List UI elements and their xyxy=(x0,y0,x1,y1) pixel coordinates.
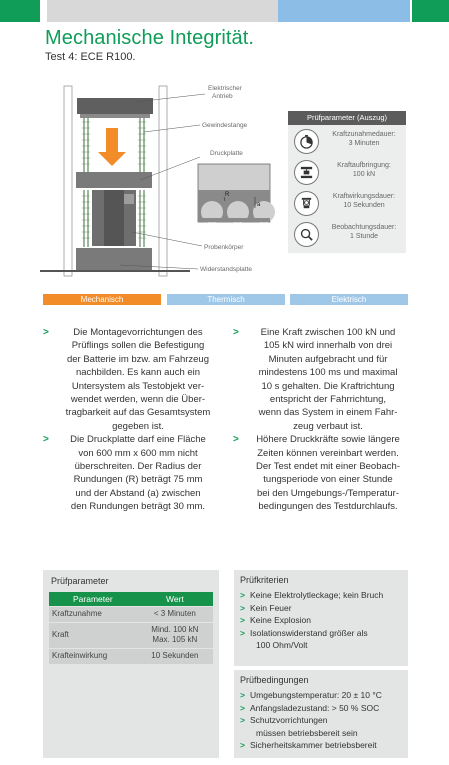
param-panel-title: Prüfparameter (Auszug) xyxy=(288,111,406,125)
body-column-right xyxy=(233,326,411,514)
text-line: 105 kN wird innerhalb von drei xyxy=(263,340,393,352)
list-item xyxy=(240,589,406,602)
pruefbedingungen-box xyxy=(234,670,408,758)
chevron-right-icon: > xyxy=(233,327,239,338)
param-value: 1 Stunde xyxy=(349,233,379,240)
list-item-text: Kein Feuer xyxy=(250,602,292,613)
text-line: mindestens 100 ms und maximal xyxy=(258,367,398,379)
table-cell: < 3 Minuten xyxy=(137,606,213,622)
text-line: nachbilden. Es kann auch ein xyxy=(75,367,201,379)
table-cell: 10 Sekunden xyxy=(137,648,213,664)
label-antrieb-2: Antrieb xyxy=(212,93,233,100)
list-item-text: Keine Elektrolytleckage; kein Bruch xyxy=(250,590,384,600)
text-line: bedingungen des Testdurchlaufs. xyxy=(258,501,398,513)
table-row xyxy=(49,622,213,648)
pruefbedingungen-title: Prüfbedingungen xyxy=(240,675,309,685)
list-item xyxy=(240,689,406,702)
param-value: 10 Sekunden xyxy=(343,202,385,209)
list-item xyxy=(240,602,406,615)
label-a: a xyxy=(257,202,261,208)
pruefparameter-box xyxy=(43,570,219,758)
stopwatch-icon xyxy=(294,129,319,154)
magnifier-icon xyxy=(294,222,319,247)
label-gewindestange: Gewindestange xyxy=(202,122,248,129)
top-bar-green-right xyxy=(412,0,449,22)
top-bar-blue xyxy=(278,0,410,22)
label-druckplatte: Druckplatte xyxy=(210,150,243,157)
chevron-right-icon: > xyxy=(240,702,245,713)
table-cell: Kraft xyxy=(49,622,137,648)
force-arrow-icon xyxy=(98,128,126,166)
chevron-right-icon: > xyxy=(43,327,49,338)
text-line: Der Test endet mit einer Beobach- xyxy=(256,461,400,473)
text-line: Minuten aufgebracht und für xyxy=(268,353,388,365)
text-line: gegeben ist. xyxy=(112,420,164,432)
text-line: tragbarkeit auf das Gesamtsystem xyxy=(65,407,211,419)
table-cell: Kraftzunahme xyxy=(49,606,137,622)
page-title: Mechanische Integrität. xyxy=(45,27,255,49)
table-row xyxy=(49,606,213,622)
list-item xyxy=(240,702,406,715)
param-item-beobachtungsdauer xyxy=(292,221,404,248)
body-column-left xyxy=(43,326,221,514)
column-header: Wert xyxy=(137,592,213,606)
force-time-icon xyxy=(294,191,319,216)
text-line: Untersystem als Testobjekt ver- xyxy=(71,380,205,392)
text-line: entspricht der Fahrrichtung, xyxy=(269,394,387,406)
text-line: Die Druckplatte darf eine Fläche xyxy=(70,434,206,446)
chevron-right-icon: > xyxy=(240,715,245,726)
chevron-right-icon: > xyxy=(240,602,245,613)
list-item-text: Keine Explosion xyxy=(250,615,311,626)
chevron-right-icon: > xyxy=(240,615,245,626)
pruefparameter-table xyxy=(49,592,213,664)
tab-thermisch[interactable]: Thermisch xyxy=(167,294,285,305)
table-row xyxy=(49,648,213,664)
chevron-right-icon: > xyxy=(233,434,239,446)
param-item-kraftwirkungsdauer xyxy=(292,190,404,217)
text-line: Prüflings sollen die Befestigung xyxy=(71,340,205,352)
text-line: und der Abstand (a) zwischen xyxy=(75,487,201,499)
top-bar-green-left xyxy=(0,0,40,22)
list-item-text: Sicherheitskammer betriebsbereit xyxy=(250,740,377,751)
text-line: der Batterie im bzw. am Fahrzeug xyxy=(66,353,210,365)
chevron-right-icon: > xyxy=(43,434,49,446)
text-line: Rundungen (R) beträgt 75 mm xyxy=(73,474,203,486)
param-value: 3 Minuten xyxy=(348,140,380,147)
list-item-text: Isolationswiderstand größer als xyxy=(250,627,368,638)
list-item-subtext: 100 Ohm/Volt xyxy=(256,640,308,651)
list-item xyxy=(240,714,406,739)
column-header: Parameter xyxy=(49,592,137,606)
chevron-right-icon: > xyxy=(240,690,245,700)
tab-mechanisch[interactable]: Mechanisch xyxy=(43,294,161,305)
param-label: Kraftzunahmedauer: xyxy=(332,131,396,138)
param-item-kraftaufbringung xyxy=(292,159,404,186)
text-line: bei den Umgebungs-/Temperatur- xyxy=(256,487,400,499)
text-line: 10 s gehalten. Die Kraftrichtung xyxy=(261,380,395,392)
body-paragraph xyxy=(233,326,411,433)
param-item-kraftzunahmedauer xyxy=(292,128,404,155)
table-cell xyxy=(137,622,213,648)
value-line: Mind. 100 kN xyxy=(151,625,199,634)
body-paragraph xyxy=(43,326,221,433)
druckplatte-detail-inset xyxy=(198,164,275,223)
text-line: wendet werden, wenn die Über- xyxy=(70,394,206,406)
pruefkriterien-box xyxy=(234,570,408,666)
text-line: wenn das System in einem Fahr- xyxy=(258,407,398,419)
pruefkriterien-list xyxy=(240,589,406,652)
tab-elektrisch[interactable]: Elektrisch xyxy=(290,294,408,305)
press-icon xyxy=(294,160,319,185)
param-summary-panel xyxy=(288,111,406,253)
chevron-right-icon: > xyxy=(240,590,245,600)
list-item-text: Umgebungstemperatur: 20 ± 10 °C xyxy=(250,690,382,700)
label-antrieb-1: Elektrischer xyxy=(208,85,242,92)
param-label: Beobachtungsdauer: xyxy=(331,224,397,231)
pruefparameter-title: Prüfparameter xyxy=(51,576,109,586)
body-paragraph xyxy=(233,433,411,513)
list-item xyxy=(240,739,406,752)
test-rig-illustration xyxy=(40,72,290,282)
list-item-text: Schutzvorrichtungen xyxy=(250,715,328,726)
list-item xyxy=(240,627,406,652)
pruefkriterien-title: Prüfkriterien xyxy=(240,575,289,585)
text-line: Höhere Druckkräfte sowie längere xyxy=(256,434,400,446)
table-cell: Krafteinwirkung xyxy=(49,648,137,664)
top-bar-gray xyxy=(47,0,278,22)
text-line: Die Montagevorrichtungen des xyxy=(73,327,203,338)
text-line: Zeiten können vereinbart werden. xyxy=(257,447,399,459)
text-line: von 600 mm x 600 mm nicht xyxy=(78,447,198,459)
list-item xyxy=(240,614,406,627)
param-label: Kraftaufbringung: xyxy=(337,162,391,169)
body-paragraph xyxy=(43,433,221,513)
list-item-text: Anfangsladezustand: > 50 % SOC xyxy=(250,702,380,713)
text-line: den Rundungen beträgt 30 mm. xyxy=(70,501,206,513)
label-probenkoerper: Probenkörper xyxy=(204,244,244,251)
value-line: Max. 105 kN xyxy=(152,635,198,644)
pruefbedingungen-list xyxy=(240,689,406,752)
label-r: R xyxy=(225,192,230,198)
text-line: überschreiten. Der Radius der xyxy=(74,461,202,473)
text-line: zeug verbaut ist. xyxy=(293,420,363,432)
param-value: 100 kN xyxy=(352,171,376,178)
label-widerstandsplatte: Widerstandsplatte xyxy=(200,266,253,273)
list-item-subtext: müssen betriebsbereit sein xyxy=(256,727,358,738)
chevron-right-icon: > xyxy=(240,740,245,751)
param-label: Kraftwirkungsdauer: xyxy=(332,193,396,200)
text-line: Eine Kraft zwischen 100 kN und xyxy=(260,327,396,338)
text-line: tungsperiode von einer Stunde xyxy=(263,474,393,486)
chevron-right-icon: > xyxy=(240,627,245,638)
page-subtitle: Test 4: ECE R100. xyxy=(45,51,136,63)
